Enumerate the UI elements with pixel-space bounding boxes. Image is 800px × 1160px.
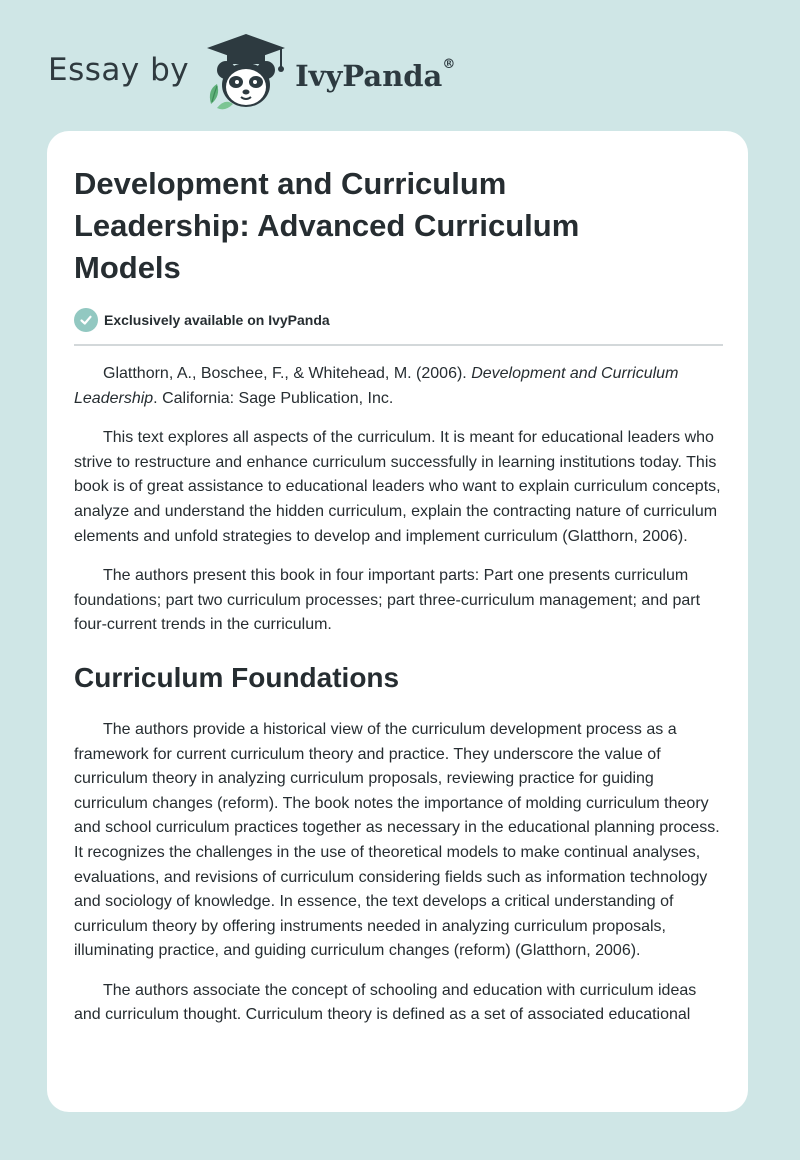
citation-authors: Glatthorn, A., Boschee, F., & Whitehead, M. (2006).	[103, 365, 472, 382]
citation-book-title: Development and Curriculum Leadership	[74, 365, 679, 407]
exclusive-label: Exclusively available on IvyPanda	[104, 312, 330, 328]
brand-prefix: Essay by	[48, 52, 190, 88]
paragraph: This text explores all aspects of the curriculum. It is meant for educational leaders who strive to restructure and enhance curriculum successfully in learning institutions today. This book is of great assistance to educational leaders who want to explain curriculum concepts, analyze and understand the hidden curriculum, explain the contracting nature of curriculum elements and unfold strategies to develop and implement curriculum (Glatthorn, 2006).	[74, 429, 721, 545]
paragraph: The authors associate the concept of schooling and education with curriculum ideas and curriculum thought. Curriculum theory is defined as a set of associated educational	[74, 981, 697, 1024]
check-circle-icon	[74, 308, 98, 332]
essay-title: Development and Curriculum Leadership: Advanced Curriculum Models	[74, 166, 580, 285]
brand-header	[48, 32, 455, 112]
essay-card	[47, 131, 748, 1112]
citation-publisher: . California: Sage Publication, Inc.	[153, 389, 394, 407]
panda-logo-icon	[203, 32, 289, 112]
paragraph: The authors present this book in four important parts: Part one presents curriculum foundations; part two curriculum processes; part three-curriculum management; and part four-current trends in the curriculum.	[74, 567, 701, 634]
paragraph: The authors provide a historical view of the curriculum development process as a framework for current curriculum theory and practice. They underscore the value of curriculum theory in analyzing curriculum proposals, reviewing practice for guiding curriculum changes (reform). The book notes the importance of molding curriculum theory and school curriculum practices together as necessary in the educational planning process. It recognizes the challenges in the use of theoretical models to make continual analyses, evaluations, and revisions of curriculum considering fields such as information technology and sociology of knowledge. In essence, the text develops a critical understanding of curriculum theory by offering instruments needed in analyzing curriculum proposals, illuminating practice, and guiding curriculum changes (reform) (Glatthorn, 2006).	[74, 720, 720, 960]
divider	[74, 344, 723, 346]
exclusive-badge	[74, 307, 724, 333]
citation-paragraph	[74, 362, 724, 411]
section-heading: Curriculum Foundations	[74, 661, 400, 693]
brand-name: IvyPanda®	[295, 57, 456, 93]
essay-content	[74, 163, 724, 1043]
essay-body	[74, 362, 724, 1028]
